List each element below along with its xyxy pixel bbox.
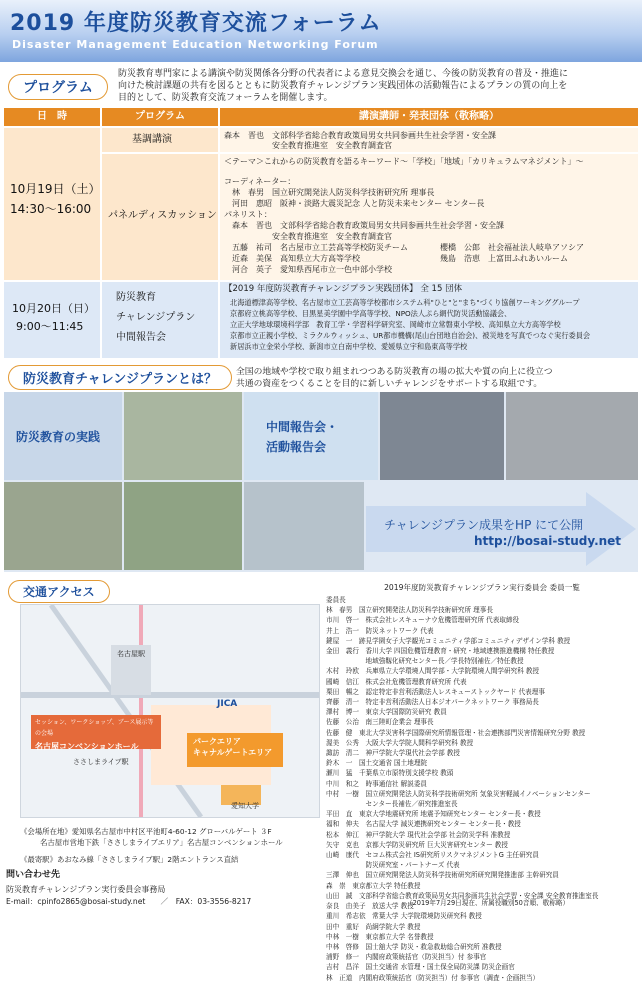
- aichi-label: 愛知大学: [231, 802, 259, 810]
- committee-member: 奈良 由美子 放送大学 教授: [326, 902, 414, 911]
- access-map: [20, 604, 320, 818]
- address: 《会場所在地》愛知県名古屋市中村区平池町4-60-12 グローバルゲート ３F: [20, 827, 272, 836]
- photo-placeholder: [506, 392, 638, 480]
- venue-label: 名古屋コンベンションホール: [35, 742, 139, 751]
- committee-member: 三澤 伸也 国立研究開発法人防災科学技術研究所研究開発推進部 主幹研究員: [326, 871, 559, 880]
- challenge-section-label: 防災教育チャレンジプランとは？: [8, 365, 232, 390]
- panel-line: 五藤 祐司 名古屋市立工芸高等学校防災チーム 櫻橋 公郎 社会福祉法人岐阜アソシア: [224, 243, 584, 252]
- intro-line: 防災教育専門家による講演や防災関係各分野の代表者による意見交換会を通じ、今後の防災教育の普及・推進に: [118, 69, 569, 79]
- committee-member: 森 崇 東京都立大学 特任教授: [326, 881, 421, 890]
- panel-speaker-cell: [220, 154, 638, 280]
- committee-member: 防災研究室・パートナーズ 代表: [326, 861, 460, 870]
- day2-line: 新居浜市立金栄小学校、新潟市立白南中学校、愛媛県立宇和島東高等学校: [230, 342, 468, 351]
- committee-member: 鍵屋 一 跡見学園女子大学観光コミュニティ学部コミュニティデザイン学科 教授: [326, 636, 571, 645]
- committee-member: 中林 一樹 東京都立大学 名誉教授: [326, 932, 434, 941]
- committee-member: 林 正道 内閣府政策統括官（防災担当）付 参事官（調査・企画担当）: [326, 973, 540, 982]
- program-section-label: プログラム: [8, 74, 108, 100]
- committee-member: 松本 伸江 神戸学院大学 現代社会学部 社会防災学科 准教授: [326, 830, 511, 839]
- address2: 名古屋市営地下鉄「ささしまライブエリア」名古屋コンベンションホール: [40, 838, 283, 847]
- committee-title: 2019年度防災教育チャレンジプラン実行委員会 委員一覧: [384, 583, 580, 592]
- sasashima-label: ささしまライブ駅: [73, 758, 129, 766]
- table-header-speakers: 講演講師・発表団体（敬称略）: [220, 108, 638, 126]
- keynote-cell: [102, 128, 218, 152]
- day2-date: 10月20日（日）: [12, 302, 95, 315]
- committee-members: [326, 605, 638, 983]
- day2-line: 京都府立桃高等学校、目黒星美学園中学高等学校、NPO法人ぷら網代防災活動協議会、: [230, 309, 512, 318]
- keynote-line: 安全教育推進室 安全教育調査官: [224, 141, 392, 150]
- canal-label: キャナルゲートエリア: [193, 748, 273, 757]
- venue-box: [31, 715, 161, 749]
- access-section-label: 交通アクセス: [8, 580, 110, 603]
- committee-member: 澤村 博一 東京大学国際防災研究 教員: [326, 708, 447, 717]
- page-subtitle: Disaster Management Education Networking Forum: [12, 38, 379, 51]
- photo-placeholder: [380, 392, 504, 480]
- day2-line: 立正大学地球環境科学部 教育工学・学習科学研究室、岡崎市立常磐東小学校、高知県立大方高等学校: [230, 320, 561, 329]
- committee-member: 矢守 克也 京都大学防災研究所 巨大災害研究センター 教授: [326, 840, 508, 849]
- day2-line: 北海道標津高等学校、名古屋市立工芸高等学校都市システム科"ひと"と"まち"づくり協創ワーキンググループ: [230, 298, 580, 307]
- panel-line: 近森 美保 高知県立大方高等学校 幾島 浩恵 上富田ふれあいルーム: [224, 254, 568, 263]
- page-title: 2019 年度防災教育交流フォーラム: [10, 11, 382, 36]
- day1-time: 14:30～16:00: [10, 202, 92, 216]
- panel-label: パネルディスカッション: [108, 210, 217, 221]
- station-label: 名古屋駅: [117, 650, 145, 658]
- day2-program-line: チャレンジプラン: [116, 312, 196, 323]
- venue-small-label: セッション、ワークショップ、ブース展示等の会場: [35, 719, 154, 737]
- day2-heading: 【2019 年度防災教育チャレンジプラン実践団体】 全 15 団体: [224, 284, 463, 294]
- photo-placeholder: [244, 392, 378, 480]
- day2-program-cell: [102, 282, 218, 358]
- committee-member: 地域強靱化研究センター長／学長特別補佐／特任教授: [326, 657, 524, 666]
- committee-member: 林 春男 国立研究開発法人防災科学技術研究所 理事長: [326, 606, 493, 615]
- photo-placeholder: [244, 482, 364, 570]
- committee-note: （2019年7月29日現在、所属役職別50音順、敬称略）: [406, 899, 570, 907]
- committee-member: 齊藤 清一 特定非営利活動法人日本ジオパークネットワーク 事務局長: [326, 698, 539, 707]
- committee-member: 重川 希志依 常葉大学 大学院環境防災研究科 教授: [326, 912, 482, 921]
- committee-member: 鈴木 一 国土交通省 国土地理院: [326, 759, 428, 768]
- intro-line: 向けた検討課題の共有を図るとともに防災教育チャレンジプラン実践団体の活動報告によるプランの質の向上を: [118, 81, 568, 91]
- photo-placeholder: [124, 482, 242, 570]
- committee-member: 國崎 信江 株式会社危機管理教育研究所 代表: [326, 677, 467, 686]
- challenge-line: 全国の地域や学校で取り組まれつつある防災教育の場の拡大や質の向上に役立つ: [236, 367, 553, 377]
- keynote-speaker-cell: [220, 128, 638, 152]
- committee-member: 市川 啓一 株式会社レスキューナウ危機管理研究所 代表取締役: [326, 616, 520, 625]
- committee-member: 佐藤 健 東北大学災害科学国際研究所情報管理・社会連携部門災害情報研究分野 教授: [326, 728, 586, 737]
- panel-line: 森本 晋也 文部科学省総合教育政策局男女共同参画共生社会学習・安全課: [224, 221, 504, 230]
- panel-line: コーディネーター：: [224, 177, 296, 186]
- committee-member: 中林 啓修 国士舘大学 防災・救急救助総合研究所 准教授: [326, 942, 502, 951]
- committee-member: センター長補佐／研究推進室長: [326, 800, 458, 809]
- website-link[interactable]: http://bosai-study.net: [474, 534, 622, 548]
- contact-title: 問い合わせ先: [6, 870, 61, 880]
- committee-member: 栗田 暢之 認定特定非営利活動法人レスキューストックヤード 代表理事: [326, 687, 545, 696]
- day2-line: 京都市立正親小学校、ミラクルウィッシュ、UR都市機構(尾山台団地自治会)、被災地を写真でつなぐ実行委員会: [230, 331, 591, 340]
- challenge-line: 共通の資産をつくることを目的に新しいチャレンジをサポートする取組です。: [236, 379, 543, 389]
- intro-text: [118, 68, 638, 104]
- day1-date: 10月19日（土）: [10, 182, 101, 196]
- table-header-date: 日 時: [4, 108, 100, 126]
- committee-member: 浦野 修一 内閣府政策統括官（防災担当）付 参事官: [326, 953, 487, 962]
- arrow-text: チャレンジプラン成果をHP にて公開: [384, 518, 584, 532]
- jica-label: JICA: [217, 699, 238, 709]
- committee-member: 諏訪 清二 神戸学院大学現代社会学部 教授: [326, 749, 460, 758]
- committee-member: 井上 浩一 防災ネットワーク 代表: [326, 626, 434, 635]
- panel-theme: ＜テーマ＞これからの防災教育を語るキーワード～「学校」「地域」「カリキュラムマネジメント」～: [224, 157, 584, 166]
- contact-org: 防災教育チャレンジプラン実行委員会事務局: [6, 885, 166, 894]
- committee-member: 瀬川 猛 千葉県立市原特別支援学校 教頭: [326, 769, 454, 778]
- committee-list: [326, 582, 638, 982]
- committee-member: 金田 義行 香川大学 四国危機管理教育・研究・地域連携推進機構 特任教授: [326, 647, 555, 656]
- photo-label-report: 中間報告会・: [266, 420, 339, 434]
- photo-placeholder: [4, 482, 122, 570]
- header-banner: [0, 0, 642, 62]
- photo-placeholder: [124, 392, 242, 480]
- photo-label-practice: 防災教育の実践: [16, 430, 101, 444]
- nearest-station: 《最寄駅》あおなみ線「ささしまライブ駅」2階エントランス直結: [20, 855, 239, 864]
- day1-date-cell: [4, 128, 100, 280]
- committee-member: 平田 直 東京大学地震研究所 地震予知研究センター センター長・教授: [326, 810, 541, 819]
- panel-cell: [102, 154, 218, 280]
- committee-member: 中川 和之 時事通信社 解説委員: [326, 779, 428, 788]
- committee-member: 渥美 公秀 大阪大学大学院人間科学研究科 教授: [326, 738, 474, 747]
- committee-member: 佐藤 公治 南三陸町企業会 理事長: [326, 718, 434, 727]
- keynote-label: 基調講演: [132, 134, 172, 145]
- day2-groups-cell: [220, 282, 638, 358]
- intro-line: 目的として、防災教育交流フォーラムを開催します。: [118, 93, 333, 103]
- day2-date-cell: [4, 282, 100, 358]
- panel-line: 安全教育推進室 安全教育調査官: [224, 232, 392, 241]
- day2-program-line: 中間報告会: [116, 332, 166, 343]
- panel-line: パネリスト：: [224, 210, 272, 219]
- challenge-text: [236, 366, 636, 390]
- photo-label-activity: 活動報告会: [266, 440, 327, 454]
- park-box: [187, 733, 283, 767]
- committee-member: 木村 玲欧 兵庫県立大学環境人間学部・大学院環境人間学研究科 教授: [326, 667, 540, 676]
- panel-line: 林 春男 国立研究開発法人防災科学技術研究所 理事長: [224, 188, 435, 197]
- photo-collage: [4, 392, 638, 572]
- day2-time: 9:00～11:45: [16, 320, 84, 333]
- committee-member: 中村 一樹 国立研究開発法人防災科学技術研究所 気象災害軽減イノベーションセンター: [326, 789, 591, 798]
- committee-member: 山崎 康代 セコム株式会社 IS研究所リスクマネジメントG 主任研究員: [326, 851, 539, 860]
- committee-member: 吉村 昌洋 国土交通省 水管理・国土保全局防災課 防災企画官: [326, 963, 515, 972]
- keynote-line: 森本 晋也 文部科学省総合教育政策局男女共同参画共生社会学習・安全課: [224, 131, 496, 140]
- committee-member: 福和 伸夫 名古屋大学 減災連携研究センター センター長・教授: [326, 820, 521, 829]
- map-drawing: [21, 605, 319, 817]
- committee-member: 山田 誠 文部科学省総合教育政策局男女共同参画共生社会学習・安全課 安全教育推進室長: [326, 891, 599, 900]
- committee-role: 委員長: [326, 596, 346, 604]
- day2-program-line: 防災教育: [116, 292, 156, 303]
- committee-member: 田中 重好 尚絅学院大学 教授: [326, 922, 421, 931]
- table-header-program: プログラム: [102, 108, 218, 126]
- panel-line: 河田 惠昭 阪神・淡路大震災記念 人と防災未来センター センター長: [224, 199, 485, 208]
- park-label: パークエリア: [193, 737, 241, 746]
- contact-line: E-mail：cpinfo2865@bosai-study.net ／ FAX：03-3556-8217: [6, 897, 252, 906]
- panel-line: 河合 英子 愛知県西尾市立一色中部小学校: [224, 265, 392, 274]
